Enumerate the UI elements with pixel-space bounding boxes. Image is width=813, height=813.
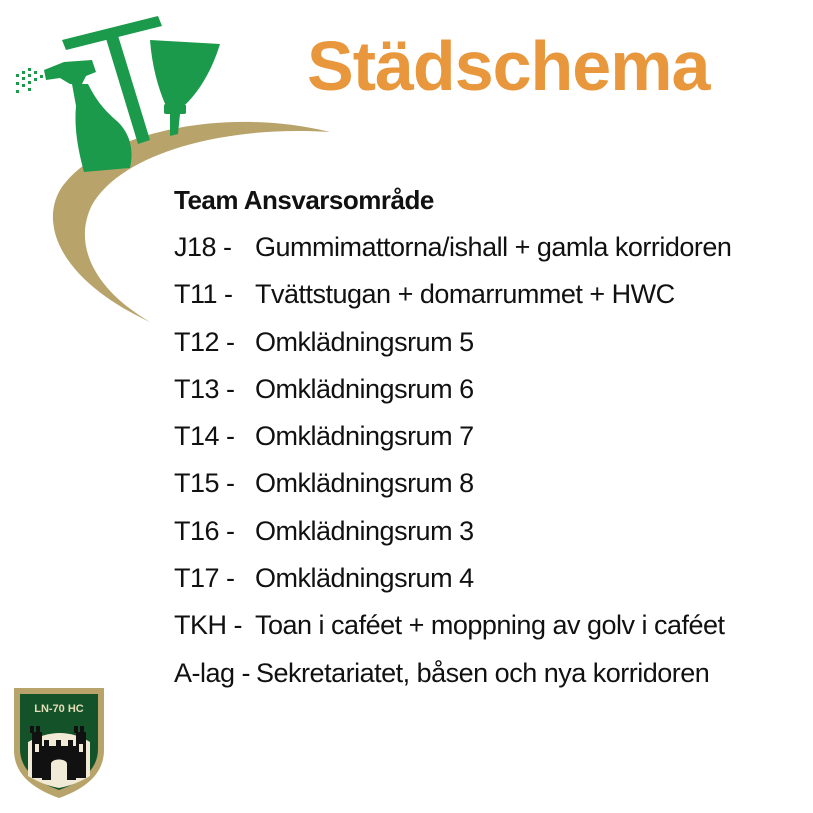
- schedule-row: [174, 650, 731, 697]
- team-label: T12 -: [174, 326, 235, 357]
- schedule-row: [174, 508, 731, 555]
- broom-icon: [150, 40, 220, 136]
- schedule-row: [174, 413, 731, 460]
- area-label: Omklädningsrum 6: [255, 373, 474, 404]
- schedule-row: [174, 602, 731, 649]
- area-label: Tvättstugan + domarrummet + HWC: [255, 279, 675, 310]
- team-label: T17 -: [174, 563, 235, 594]
- area-label: Omklädningsrum 4: [255, 563, 474, 594]
- area-label: Omklädningsrum 8: [255, 468, 474, 499]
- cleaning-schedule: [174, 177, 731, 697]
- team-label: A-lag -: [174, 657, 251, 688]
- area-label: Omklädningsrum 5: [255, 326, 474, 357]
- schedule-row: [174, 555, 731, 602]
- area-label: Omklädningsrum 7: [255, 421, 474, 452]
- page-title: Städschema: [307, 27, 710, 105]
- schedule-row: [174, 460, 731, 507]
- area-label: Toan i caféet + moppning av golv i caféet: [255, 610, 725, 641]
- spray-mist-icon: [16, 68, 43, 93]
- area-label: Sekretariatet, båsen och nya korridoren: [256, 657, 710, 688]
- area-label: Omklädningsrum 3: [255, 515, 474, 546]
- schedule-row: [174, 271, 731, 318]
- team-label: T13 -: [174, 373, 235, 404]
- team-label: T14 -: [174, 421, 235, 452]
- team-label: T15 -: [174, 468, 235, 499]
- schedule-row: [174, 224, 731, 271]
- team-label: J18 -: [174, 232, 232, 262]
- schedule-heading: Team Ansvarsområde: [174, 185, 434, 215]
- team-label: T16 -: [174, 515, 235, 546]
- logo-text: LN-70 HC: [34, 703, 84, 715]
- area-label: Gummimattorna/ishall + gamla korridoren: [255, 232, 732, 262]
- club-logo: [10, 680, 108, 800]
- schedule-row: [174, 366, 731, 413]
- schedule-row: [174, 319, 731, 366]
- team-label: T11 -: [174, 279, 233, 310]
- team-label: TKH -: [174, 610, 242, 641]
